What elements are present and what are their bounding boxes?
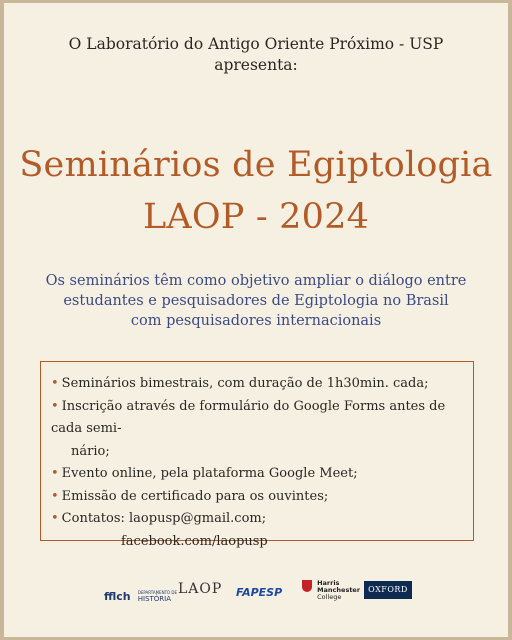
title-line-2: LAOP - 2024 — [142, 197, 370, 237]
info-item-contacts — [51, 508, 463, 531]
logos-bar — [4, 575, 508, 611]
contact-facebook[interactable]: facebook.com/laopusp — [121, 533, 268, 549]
info-item-text: Seminários bimestrais, com duração de 1h30min. cada; — [61, 376, 429, 391]
bullet-icon: • — [51, 398, 59, 414]
fflch-logo — [104, 585, 177, 604]
intro-line-2: apresenta: — [214, 56, 298, 74]
fflch-sub-line-1: DEPARTAMENTO DE — [137, 589, 178, 595]
laop-logo — [178, 581, 222, 597]
fflch-sub-line-2: HISTÓRIA — [137, 594, 172, 603]
fapesp-logo — [236, 586, 282, 599]
description — [4, 271, 508, 331]
harris-line-3: College — [317, 593, 342, 601]
info-box — [40, 361, 474, 549]
description-line-1: Os seminários têm como objetivo ampliar o diálogo entre — [45, 273, 467, 289]
info-item-online — [51, 463, 463, 486]
info-item-text: Inscrição através de formulário do Google Forms antes de cada semi- — [51, 398, 446, 436]
fflch-logo-text: fflch — [104, 590, 131, 603]
bullet-icon: • — [51, 466, 59, 481]
info-item-text: Emissão de certificado para os ouvintes; — [61, 488, 329, 504]
info-item-text: Evento online, pela plataforma Google Meet; — [61, 466, 358, 481]
oxford-logo — [364, 581, 412, 599]
shield-icon — [302, 580, 312, 592]
fapesp-logo-text: FAPESP — [236, 586, 283, 599]
info-item-registration-cont: nário; — [71, 443, 110, 459]
contact-email[interactable]: Contatos: laopusp@gmail.com; — [61, 511, 267, 526]
harris-line-2: Manchester — [317, 586, 361, 594]
info-item-certificate — [51, 486, 463, 509]
intro-text — [4, 34, 508, 76]
oxford-logo-text: OXFORD — [368, 585, 408, 594]
harris-logo-text — [317, 580, 360, 601]
poster — [4, 3, 508, 637]
bullet-icon: • — [51, 511, 59, 526]
description-line-2: estudantes e pesquisadores de Egiptologia no Brasil — [63, 293, 449, 309]
info-item-registration — [51, 396, 463, 441]
bullet-icon: • — [51, 376, 59, 391]
laop-logo-text: LAOP — [178, 581, 223, 597]
harris-manchester-logo — [302, 580, 360, 601]
info-item-schedule — [51, 373, 463, 396]
bullet-icon: • — [51, 488, 59, 504]
fflch-logo-sub — [138, 589, 177, 603]
title-line-1: Seminários de Egiptologia — [19, 145, 493, 185]
intro-line-1: O Laboratório do Antigo Oriente Próximo - USP — [68, 35, 444, 53]
harris-line-1: Harris — [317, 579, 340, 587]
description-line-3: com pesquisadores internacionais — [130, 313, 382, 329]
